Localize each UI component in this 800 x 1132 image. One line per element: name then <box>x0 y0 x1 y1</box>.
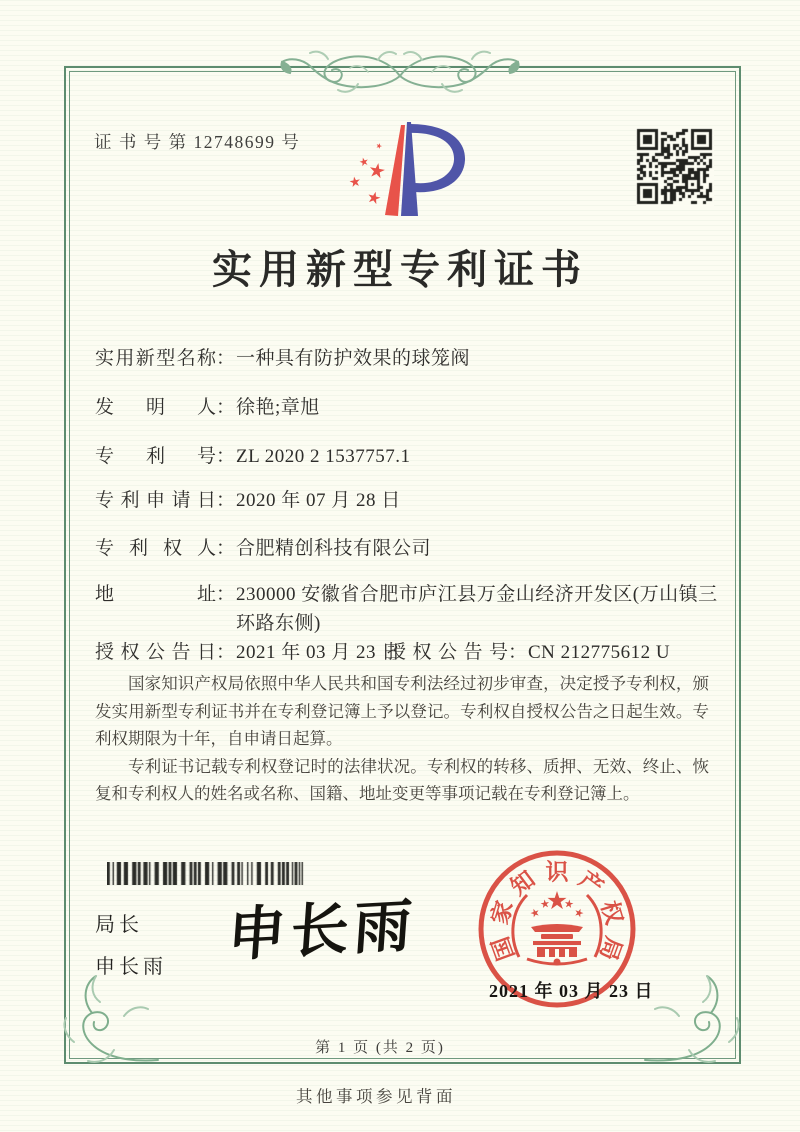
field-row-inventor <box>95 393 740 422</box>
field-label: 专利权人 <box>95 538 216 559</box>
qr-code <box>636 128 714 206</box>
svg-text:权: 权 <box>596 897 627 928</box>
barcode <box>107 862 307 885</box>
seal-date: 2021 年 03 月 23 日 <box>489 981 654 1001</box>
field-colon: ： <box>508 642 528 663</box>
legal-paragraph-2: 专利证书记载专利权登记时的法律状况。专利权的转移、质押、无效、终止、恢复和专利权人的姓名或名称、国籍、地址变更等事项记载在专利登记簿上。 <box>95 756 709 803</box>
field-row-grant <box>95 638 740 667</box>
logo-p-bowl <box>409 124 465 192</box>
svg-text:局: 局 <box>594 933 627 964</box>
legal-text <box>95 670 709 808</box>
cnipa-logo-icon <box>348 112 476 234</box>
director-title: 局长 <box>95 914 143 936</box>
national-emblem-icon <box>513 891 601 966</box>
logo-stars-icon <box>349 142 386 204</box>
field-colon: ： <box>216 538 236 559</box>
field-label: 实用新型名称 <box>95 348 216 369</box>
field-value: 徐艳;章旭 <box>236 397 320 418</box>
certificate-title: 实用新型专利证书 <box>212 247 588 292</box>
field-colon: ： <box>216 490 236 511</box>
legal-paragraph-1: 国家知识产权局依照中华人民共和国专利法经过初步审查，决定授予专利权，颁发实用新型专利证书并在专利登记簿上予以登记。专利权自授权公告之日起生效。专利权期限为十年，自申请日起算。 <box>95 674 709 748</box>
svg-text:知: 知 <box>506 866 540 901</box>
field-colon: ： <box>216 584 236 605</box>
field-value: 一种具有防护效果的球笼阀 <box>236 348 471 369</box>
page-number: 第 1 页 (共 2 页) <box>315 1040 445 1056</box>
field-value: 合肥精创科技有限公司 <box>236 538 432 559</box>
field-colon: ： <box>216 642 236 663</box>
svg-text:产: 产 <box>574 866 608 901</box>
svg-text:识: 识 <box>545 859 569 885</box>
field-row-application-date <box>95 486 740 515</box>
field-label: 授权公告号 <box>387 642 508 663</box>
field-row-address <box>95 580 740 638</box>
field-colon: ： <box>216 348 236 369</box>
field-row-patentee <box>95 534 740 563</box>
field-row-name <box>95 344 740 373</box>
svg-text:国: 国 <box>487 933 520 964</box>
director-name: 申长雨 <box>95 956 167 978</box>
field-colon: ： <box>216 446 236 467</box>
grant-number-value: CN 212775612 U <box>528 642 671 663</box>
field-value: 2020 年 07 月 28 日 <box>236 490 401 511</box>
field-value: 230000 安徽省合肥市庐江县万金山经济开发区(万山镇三环路东侧) <box>236 584 718 634</box>
field-label: 授权公告日 <box>95 642 216 663</box>
field-label: 专利号 <box>95 446 216 467</box>
svg-text:家: 家 <box>487 897 518 928</box>
field-colon: ： <box>216 397 236 418</box>
border-ornament-top <box>272 44 528 98</box>
field-label: 地址 <box>95 584 216 605</box>
director-signature: 申长雨 <box>225 892 419 969</box>
footer-note: 其他事项参见背面 <box>296 1087 456 1106</box>
official-block <box>95 908 167 979</box>
field-value: ZL 2020 2 1537757.1 <box>236 446 411 467</box>
field-label: 发明人 <box>95 397 216 418</box>
field-label: 专利申请日 <box>95 490 216 511</box>
grant-date-value: 2021 年 03 月 23 日 <box>236 642 401 663</box>
grant-number-group <box>387 638 670 667</box>
field-list <box>95 344 740 667</box>
certificate-number: 证 书 号 第 12748699 号 <box>94 132 301 152</box>
field-row-patent-number <box>95 442 740 471</box>
